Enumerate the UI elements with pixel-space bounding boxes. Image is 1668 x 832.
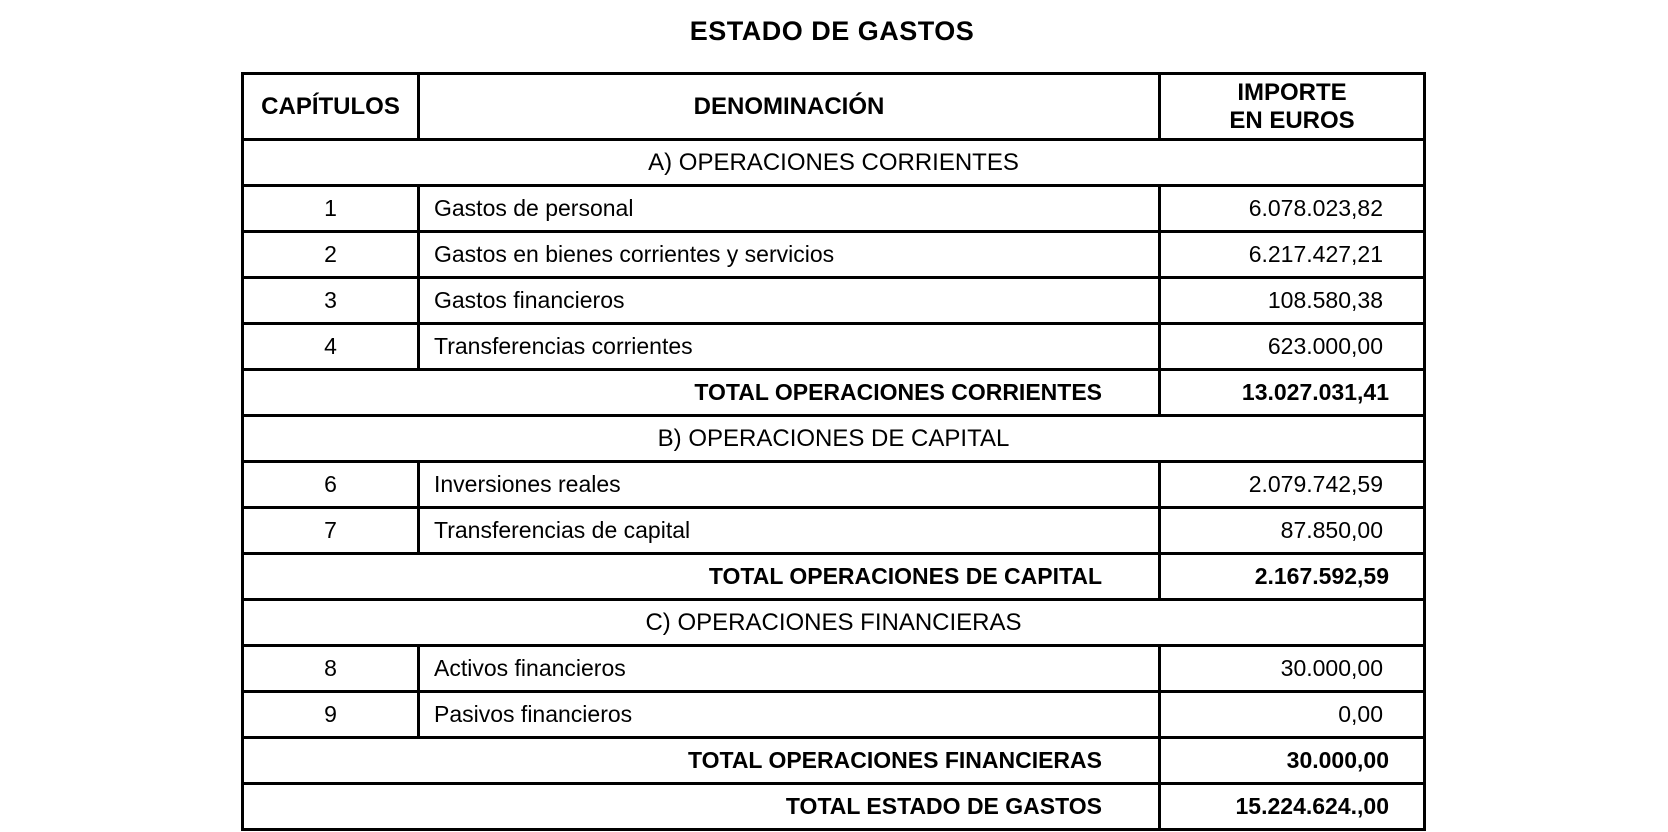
denominacion-text: Transferencias de capital bbox=[419, 508, 1160, 554]
section-row bbox=[243, 600, 1425, 646]
total-label: TOTAL OPERACIONES FINANCIERAS bbox=[243, 738, 1160, 784]
capitulo-number: 4 bbox=[243, 324, 419, 370]
column-header-denominacion: DENOMINACIÓN bbox=[419, 74, 1160, 140]
capitulo-number: 9 bbox=[243, 692, 419, 738]
data-row bbox=[243, 508, 1425, 554]
total-row bbox=[243, 554, 1425, 600]
total-importe-value: 15.224.624.,00 bbox=[1160, 784, 1425, 830]
total-row bbox=[243, 784, 1425, 830]
importe-value: 87.850,00 bbox=[1160, 508, 1425, 554]
column-header-importe-line2: EN EUROS bbox=[1229, 106, 1355, 134]
importe-value: 0,00 bbox=[1160, 692, 1425, 738]
data-row bbox=[243, 232, 1425, 278]
column-header-importe-line1: IMPORTE bbox=[1237, 78, 1347, 106]
data-row bbox=[243, 646, 1425, 692]
data-row bbox=[243, 186, 1425, 232]
importe-value: 2.079.742,59 bbox=[1160, 462, 1425, 508]
section-row bbox=[243, 140, 1425, 186]
total-importe-value: 13.027.031,41 bbox=[1160, 370, 1425, 416]
capitulo-number: 1 bbox=[243, 186, 419, 232]
column-header-capitulos: CAPÍTULOS bbox=[243, 74, 419, 140]
capitulo-number: 2 bbox=[243, 232, 419, 278]
data-row bbox=[243, 462, 1425, 508]
total-importe-value: 30.000,00 bbox=[1160, 738, 1425, 784]
denominacion-text: Gastos de personal bbox=[419, 186, 1160, 232]
denominacion-text: Inversiones reales bbox=[419, 462, 1160, 508]
total-importe-value: 2.167.592,59 bbox=[1160, 554, 1425, 600]
total-label: TOTAL OPERACIONES DE CAPITAL bbox=[243, 554, 1160, 600]
denominacion-text: Gastos financieros bbox=[419, 278, 1160, 324]
expenses-table bbox=[241, 72, 1426, 831]
capitulo-number: 7 bbox=[243, 508, 419, 554]
table-body bbox=[243, 140, 1425, 830]
importe-value: 6.217.427,21 bbox=[1160, 232, 1425, 278]
denominacion-text: Pasivos financieros bbox=[419, 692, 1160, 738]
page-title: ESTADO DE GASTOS bbox=[689, 16, 975, 46]
data-row bbox=[243, 324, 1425, 370]
total-row bbox=[243, 370, 1425, 416]
section-header-label: A) OPERACIONES CORRIENTES bbox=[243, 140, 1425, 186]
section-header-label: C) OPERACIONES FINANCIERAS bbox=[243, 600, 1425, 646]
capitulo-number: 6 bbox=[243, 462, 419, 508]
column-header-importe bbox=[1160, 74, 1425, 140]
denominacion-text: Activos financieros bbox=[419, 646, 1160, 692]
importe-value: 6.078.023,82 bbox=[1160, 186, 1425, 232]
importe-value: 108.580,38 bbox=[1160, 278, 1425, 324]
capitulo-number: 3 bbox=[243, 278, 419, 324]
section-row bbox=[243, 416, 1425, 462]
data-row bbox=[243, 278, 1425, 324]
total-label: TOTAL ESTADO DE GASTOS bbox=[243, 784, 1160, 830]
table-header-row bbox=[243, 74, 1425, 140]
section-header-label: B) OPERACIONES DE CAPITAL bbox=[243, 416, 1425, 462]
denominacion-text: Transferencias corrientes bbox=[419, 324, 1160, 370]
data-row bbox=[243, 692, 1425, 738]
denominacion-text: Gastos en bienes corrientes y servicios bbox=[419, 232, 1160, 278]
importe-value: 30.000,00 bbox=[1160, 646, 1425, 692]
total-label: TOTAL OPERACIONES CORRIENTES bbox=[243, 370, 1160, 416]
total-row bbox=[243, 738, 1425, 784]
importe-value: 623.000,00 bbox=[1160, 324, 1425, 370]
capitulo-number: 8 bbox=[243, 646, 419, 692]
